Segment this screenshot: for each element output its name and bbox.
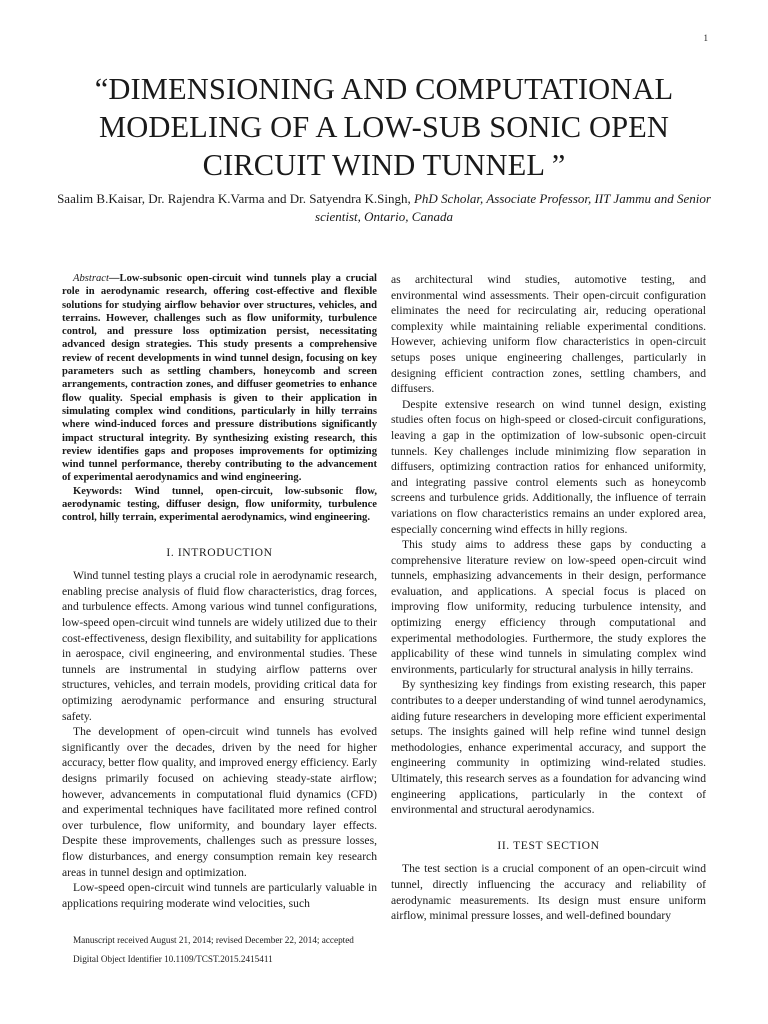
keywords-label: Keywords: [73, 485, 123, 497]
author-names: Saalim B.Kaisar, Dr. Rajendra K.Varma and Dr. Satyendra K.Singh, [57, 191, 411, 206]
intro-paragraph-5: This study aims to address these gaps by conducting a comprehensive literature review on low-speed open-circuit wind tunnels, emphasizing advancements in their design, performance evaluation, and applications. A special focus is placed on improving flow uniformity, reducing turbulence intensity, and optimizing energy efficiency through computational and experimental methodologies. Furthermore, the study explores the applicability of these wind tunnels in simulating complex wind environments, particularly for structural analysis in hilly terrains. [391, 538, 706, 676]
left-column [62, 272, 377, 911]
keywords [62, 485, 377, 525]
intro-paragraph-1: Wind tunnel testing plays a crucial role in aerodynamic research, enabling precise analysis of fluid flow characteristics, drag forces, and turbulence effects. Among various wind tunnel configurations, low-speed open-circuit wind tunnels are widely utilized due to their cost-effectiveness, design flexibility, and suitability for applications in aerospace, civil engineering, and environmental studies. These tunnels are instrumental in studying airflow patterns over structures, vehicles, and terrain models, providing critical data for optimizing aerodynamic performance and ensuring structural safety. [62, 569, 377, 723]
abstract-label: Abstract [73, 273, 109, 284]
right-column [391, 272, 706, 924]
footnote-manuscript: Manuscript received August 21, 2014; revised December 22, 2014; accepted [73, 935, 354, 945]
footnote-doi: Digital Object Identifier 10.1109/TCST.2015.2415411 [73, 954, 273, 964]
section-heading-test-section: II. TEST SECTION [497, 838, 600, 852]
intro-paragraph-2: The development of open-circuit wind tunnels has evolved significantly over the decades, driven by the need for higher accuracy, better flow quality, and improved energy efficiency. Early designs primarily focused on achieving steady-state airflow; however, advancements in computational fluid dynamics (CFD) and experimental techniques have facilitated more refined control over turbulence, flow uniformity, and boundary layer effects. Despite these improvements, challenges such as pressure losses, flow disturbances, and energy consumption remain key research areas in tunnel design and optimization. [62, 725, 377, 879]
intro-paragraph-3-start: Low-speed open-circuit wind tunnels are particularly valuable in applications requiring moderate wind velocities, such [62, 881, 377, 910]
intro-paragraph-4: Despite extensive research on wind tunnel design, existing studies often focus on high-speed or closed-circuit configurations, leaving a gap in the optimization of low-subsonic open-circuit tunnels. Key challenges include minimizing flow separation in diffusers, optimizing contraction ratios for enhanced uniformity, and integrating passive control elements such as honeycomb screens and turbulence grids. Additionally, the influence of terrain variations on flow characteristics remains an under explored area, especially concerning wind effects in hilly regions. [391, 397, 706, 536]
author-affiliation: PhD Scholar, Associate Professor, IIT Jammu and Senior scientist, Ontario, Canada [315, 191, 711, 224]
page-number: 1 [703, 33, 708, 43]
keywords-text: Wind tunnel, open-circuit, low-subsonic flow, aerodynamic testing, diffuser design, flow uniformity, turbulence control, hilly terrain, experimental aerodynamics, wind engineering. [62, 485, 377, 524]
test-paragraph-1: The test section is a crucial component of an open-circuit wind tunnel, directly influencing the accuracy and reliability of aerodynamic measurements. Its design must ensure uniform airflow, minimal pressure losses, and well-defined boundary [391, 862, 706, 923]
abstract-text: —Low-subsonic open-circuit wind tunnels play a crucial role in aerodynamic research, offering cost-effective and flexible solutions for studying airflow behavior over structures, vehicles, and terrains. However, challenges such as flow uniformity, turbulence control, and pressure loss optimization persist, necessitating advanced design strategies. This study presents a comprehensive review of recent developments in wind tunnel design, focusing on key parameters such as settling chambers, honeycomb and screen arrangements, contraction zones, and diffuser geometries to enhance flow quality. Special emphasis is given to their application in simulating complex wind conditions, particularly in hilly terrains where wind-induced forces and pressure distributions significantly impact structural integrity. By synthesizing existing research, this review identifies gaps and proposes improvements for optimizing wind tunnel performance, thereby contributing to the advancement of experimental aerodynamics and wind engineering. [62, 273, 377, 484]
intro-paragraph-3-end: as architectural wind studies, automotive testing, and environmental wind assessments. Their open-circuit configuration eliminates the need for recirculating air, reducing operational complexity while maintaining reliable experimental conditions. However, achieving uniform flow characteristics in open-circuit setups poses unique engineering challenges, particularly in designing efficient contraction zones, settling chambers, and diffusers. [391, 273, 706, 396]
abstract [62, 272, 377, 485]
author-block [45, 190, 723, 225]
intro-paragraph-6: By synthesizing key findings from existing research, this paper contributes to a deeper understanding of wind tunnel aerodynamics, aiding future researchers in developing more efficient experimental setups. The insights gained will help refine wind tunnel design methodologies, enhance experimental accuracy, and support the engineering community in optimizing wind-related studies. Ultimately, this research serves as a foundation for advancing wind engineering applications, particularly in the context of environmental and structural aerodynamics. [391, 678, 706, 817]
paper-title: “DIMENSIONING AND COMPUTATIONAL MODELING OF A LOW-SUB SONIC OPEN CIRCUIT WIND TUNNEL ” [94, 72, 674, 182]
section-heading-introduction: I. INTRODUCTION [166, 545, 273, 559]
